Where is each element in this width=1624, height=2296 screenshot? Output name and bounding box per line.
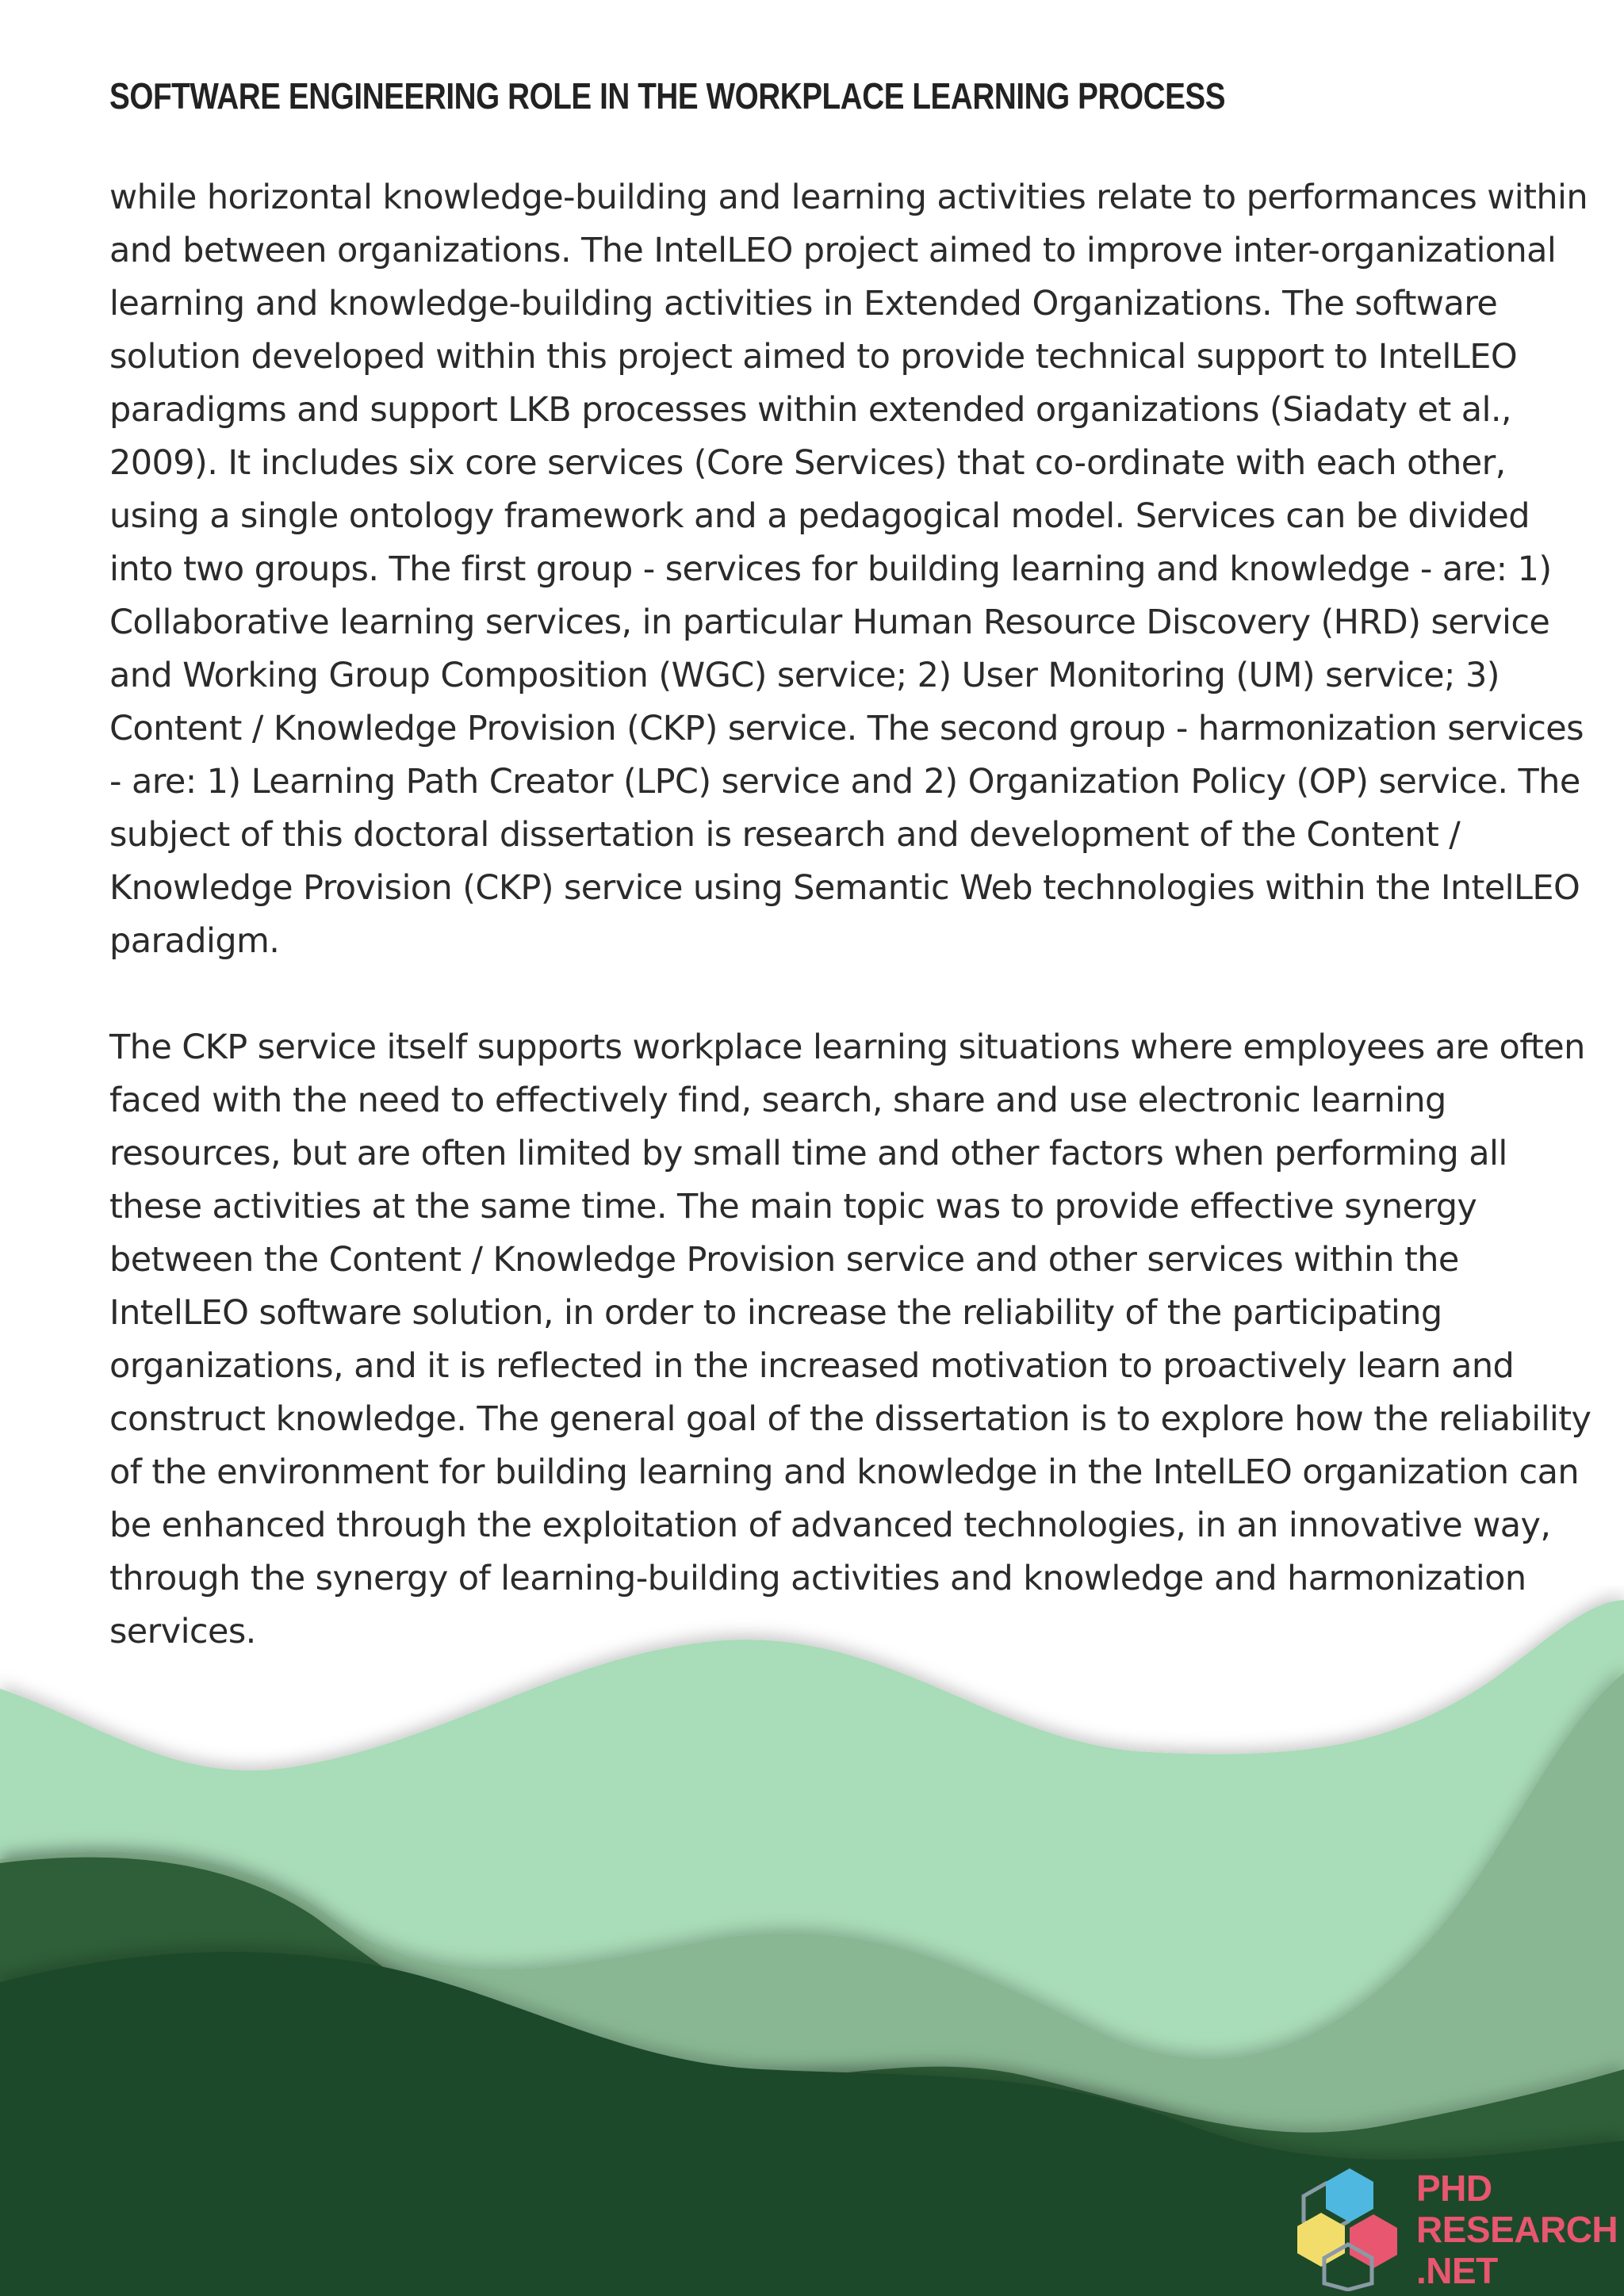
body-text bbox=[109, 171, 1592, 1712]
paragraph-1: while horizontal knowledge-building and learning activities relate to performances within and between organizations. The IntelLEO project aimed to improve inter-organizational learning and knowledge-building activities in Extended Organizations. The software solution developed within this project aimed to provide technical support to IntelLEO paradigms and support LKB processes within extended organizations (Siadaty et al., 2009). It includes six core services (Core Services) that co-ordinate with each other, using a single ontology framework and a pedagogical model. Services can be divided into two groups. The first group - services for building learning and knowledge - are: 1) Collaborative learning services, in particular Human Resource Discovery (HRD) service and Working Group Composition (WGC) service; 2) User Monitoring (UM) service; 3) Content / Knowledge Provision (CKP) service. The second group - harmonization services - are: 1) Learning Path Creator (LPC) service and 2) Organization Policy (OP) service. The subject of this doctoral dissertation is research and development of the Content / Knowledge Provision (CKP) service using Semantic Web technologies within the IntelLEO paradigm. bbox=[109, 178, 1588, 961]
logo-wordmark bbox=[1416, 2168, 1618, 2291]
logo-line-phd: PHD bbox=[1416, 2168, 1492, 2209]
hexagon-cluster-icon bbox=[1286, 2164, 1413, 2291]
page-title: SOFTWARE ENGINEERING ROLE IN THE WORKPLACE LEARNING PROCESS bbox=[109, 75, 1226, 117]
logo-line-research: RESEARCH bbox=[1416, 2209, 1618, 2250]
paragraph-2: The CKP service itself supports workplace learning situations where employees are often faced with the need to effectively find, search, share and use electronic learning resources, but are often limited by small time and other factors when performing all these activities at the same time. The main topic was to provide effective synergy between the Content / Knowledge Provision service and other services within the IntelLEO software solution, in order to increase the reliability of the participating organizations, and it is reflected in the increased motivation to proactively learn and construct knowledge. The general goal of the dissertation is to explore how the reliability of the environment for building learning and knowledge in the IntelLEO organization can be enhanced through the exploitation of advanced technologies, in an innovative way, through the synergy of learning-building activities and knowledge and harmonization services. bbox=[109, 1027, 1591, 1651]
phd-research-logo bbox=[1286, 2164, 1618, 2291]
logo-line-net: .NET bbox=[1416, 2250, 1498, 2291]
